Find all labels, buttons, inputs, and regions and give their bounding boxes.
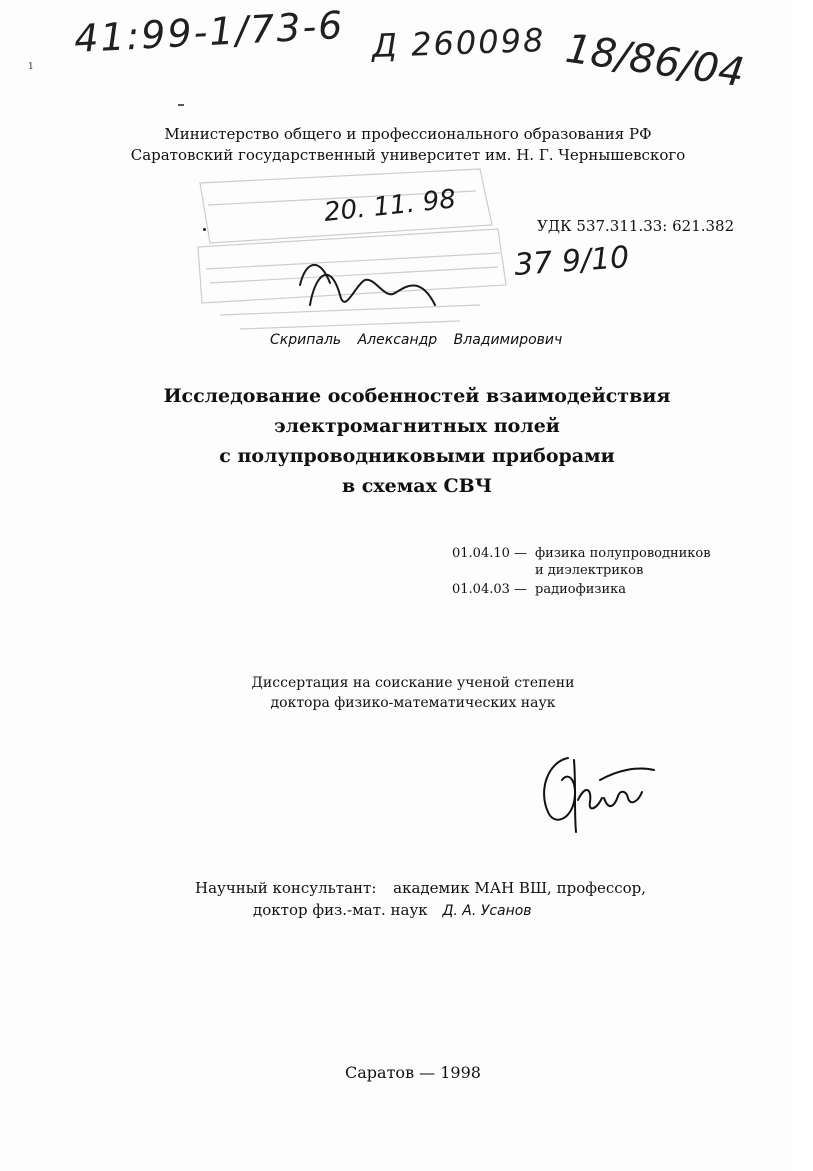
stamp-date: 20. 11. 98 — [322, 184, 458, 228]
consultant-line-1 — [195, 879, 646, 897]
fraction-number-handwritten: 18/86/04 — [562, 25, 747, 97]
author-signature — [530, 740, 660, 840]
scan-dot — [203, 228, 206, 231]
specialty-code-1: 01.04.10 — — [452, 546, 528, 561]
consultant-title-1: академик МАН ВШ, профессор, — [393, 879, 647, 897]
registry-number-handwritten: Д 260098 — [371, 20, 546, 66]
specialty-code-2: 01.04.03 — — [452, 582, 528, 597]
title-line-4: в схемах СВЧ — [341, 475, 493, 497]
ministry-name: Министерство общего и профессионального образования РФ — [164, 125, 652, 143]
title-line-2: электромагнитных полей — [274, 415, 560, 437]
udk-code: УДК 537.311.33: 621.382 — [537, 217, 735, 235]
specialty-name-2: радиофизика — [535, 582, 627, 597]
consultant-label: Научный консультант: — [195, 879, 377, 897]
university-name: Саратовский государственный университет им. Н. Г. Чернышевского — [130, 146, 686, 164]
scan-tick-mark — [178, 104, 184, 106]
consultant-line-2 — [253, 901, 532, 919]
dissertation-line-1: Диссертация на соискание ученой степени — [251, 675, 575, 691]
dissertation-line-2: доктора физико-математических наук — [270, 695, 556, 711]
consultant-name: Д. А. Усанов — [442, 903, 532, 919]
title-line-1: Исследование особенностей взаимодействия — [163, 385, 671, 407]
stamp-number: 37 9/10 — [513, 240, 631, 283]
title-line-3: с полупроводниковыми приборами — [219, 445, 615, 467]
specialty-name-1-cont: и диэлектриков — [535, 563, 644, 578]
city-year: Саратов — 1998 — [345, 1063, 481, 1082]
specialty-name-1: физика полупроводников — [535, 546, 711, 561]
consultant-title-2: доктор физ.-мат. наук — [253, 901, 428, 919]
inventory-number-handwritten: 41:99-1/73-6 — [73, 2, 346, 62]
author-name: Скрипаль Александр Владимирович — [270, 332, 563, 348]
margin-mark: 1 — [28, 62, 34, 72]
